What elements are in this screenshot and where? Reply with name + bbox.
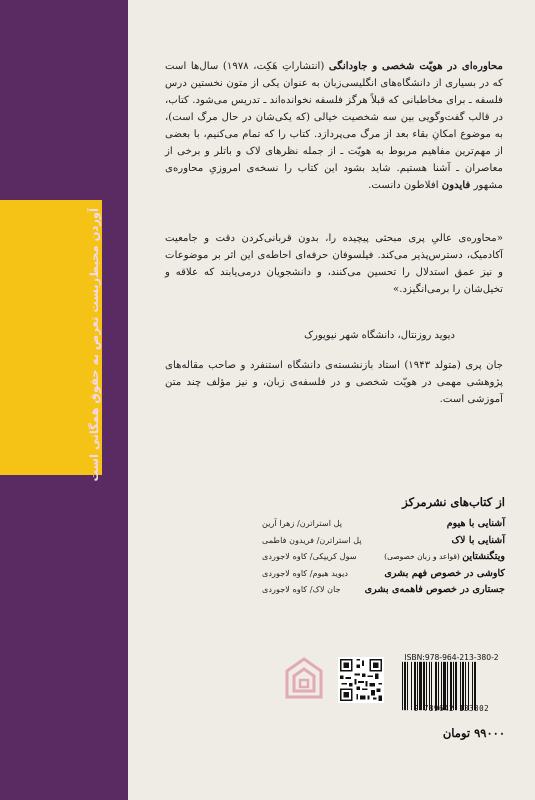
isbn-text: ISBN:978-964-213-380-2	[404, 653, 499, 662]
book-item-title: ویتگنشتاین	[462, 551, 505, 562]
description-body: (انتشاراتِ هَکِت، ۱۹۷۸) سال‌ها است که در بسیاری از دانشگاه‌های انگلیسی‌زبان به عنوان یکی از متون نخستین درس فلسفه ـ برای مخاطبانی که قبلاً هرگز فلسفه نخوانده‌اند ـ تدریس می‌شود. کتاب، در قالب گفت‌وگویی بین سه شخصیت خیالی (که یکی‌شان در حال مرگ است)، به موضوع امکانِ بقاء بعد از مرگ می‌پردازد. کتاب را که تمام می‌کنیم، با بعضی از مهم‌ترین مفاهیم مربوط به هویّت ـ از جمله نظرهای لاک و باتلر و برخی از معاصران ـ آشنا هستیم. شاید بشود این کتاب را نسخه‌ی امروزیِ محاوره‌ی مشهور	[165, 61, 503, 191]
book-title: محاوره‌ای در هویّت شخصی و جاودانگی	[328, 60, 503, 72]
phaedo-title: فایدون	[441, 179, 471, 191]
book-description	[165, 58, 503, 194]
book-item-title: جستاری در خصوص فاهمه‌ی بشری	[364, 584, 505, 595]
book-item-title: آشنایی با لاک	[451, 534, 505, 546]
book-item	[262, 518, 505, 535]
side-band-label: آوردن محیط‌زیست تعرض به حقوق همگانی است	[87, 208, 101, 482]
book-item-subtitle: (قواعد و زبان خصوصی)	[384, 552, 463, 561]
book-item-authors: پل استراترن/ فریدون فاطمی	[262, 534, 362, 545]
book-item-authors: دیوید هیوم/ کاوه لاجوردی	[262, 567, 348, 578]
book-item-authors: جان لاک/ کاوه لاجوردی	[262, 584, 341, 594]
publisher-books-heading: از کتاب‌های نشرمرکز	[402, 495, 505, 509]
book-item-title: کاوشی در خصوص فهم بشری	[384, 567, 505, 579]
side-band-text	[74, 190, 114, 500]
author-bio: جان پری (متولد ۱۹۴۳) استاد بازنشسته‌ی دانشگاه استنفرد و صاحب مقاله‌های پژوهشی مهمی در هویّت شخصی و در فلسفه‌ی زبان، و نیز مؤلف چند متن آموزشی است.	[165, 360, 503, 405]
review-signature: دیوید روزنتال، دانشگاه شهر نیویورک	[304, 330, 455, 341]
review-quote: «محاوره‌ی عالیِ پری مبحثی پیچیده را، بدون قربانی‌کردن دقت و جامعیت آکادمیک، دسترس‌پذیر می‌کند. فیلسوفان حرفه‌ای احاطه‌ی این اثر بر موضوعات و نیز عمق استدلال را تحسین می‌کنند، و دانشجویان درمی‌یابند که علاقه و تخیل‌شان را برمی‌انگیزد.»	[165, 233, 503, 295]
book-item	[262, 584, 505, 601]
book-item-authors: سول کریپکی/ کاوه لاجوردی	[262, 551, 357, 561]
book-item	[262, 568, 505, 585]
book-item-authors: پل استراترن/ زهرا آرین	[262, 518, 343, 528]
book-item	[262, 551, 505, 568]
book-item	[262, 535, 505, 552]
barcode-number: 9 789642 133802	[413, 704, 490, 713]
publisher-logo-icon	[285, 657, 323, 699]
description-ending: افلاطون دانست.	[368, 180, 442, 191]
price-label: ۹۹۰۰۰ تومان	[442, 726, 505, 740]
qr-code-icon	[338, 657, 384, 703]
publisher-books-list	[262, 518, 505, 601]
book-item-title: آشنایی با هیوم	[446, 518, 505, 529]
